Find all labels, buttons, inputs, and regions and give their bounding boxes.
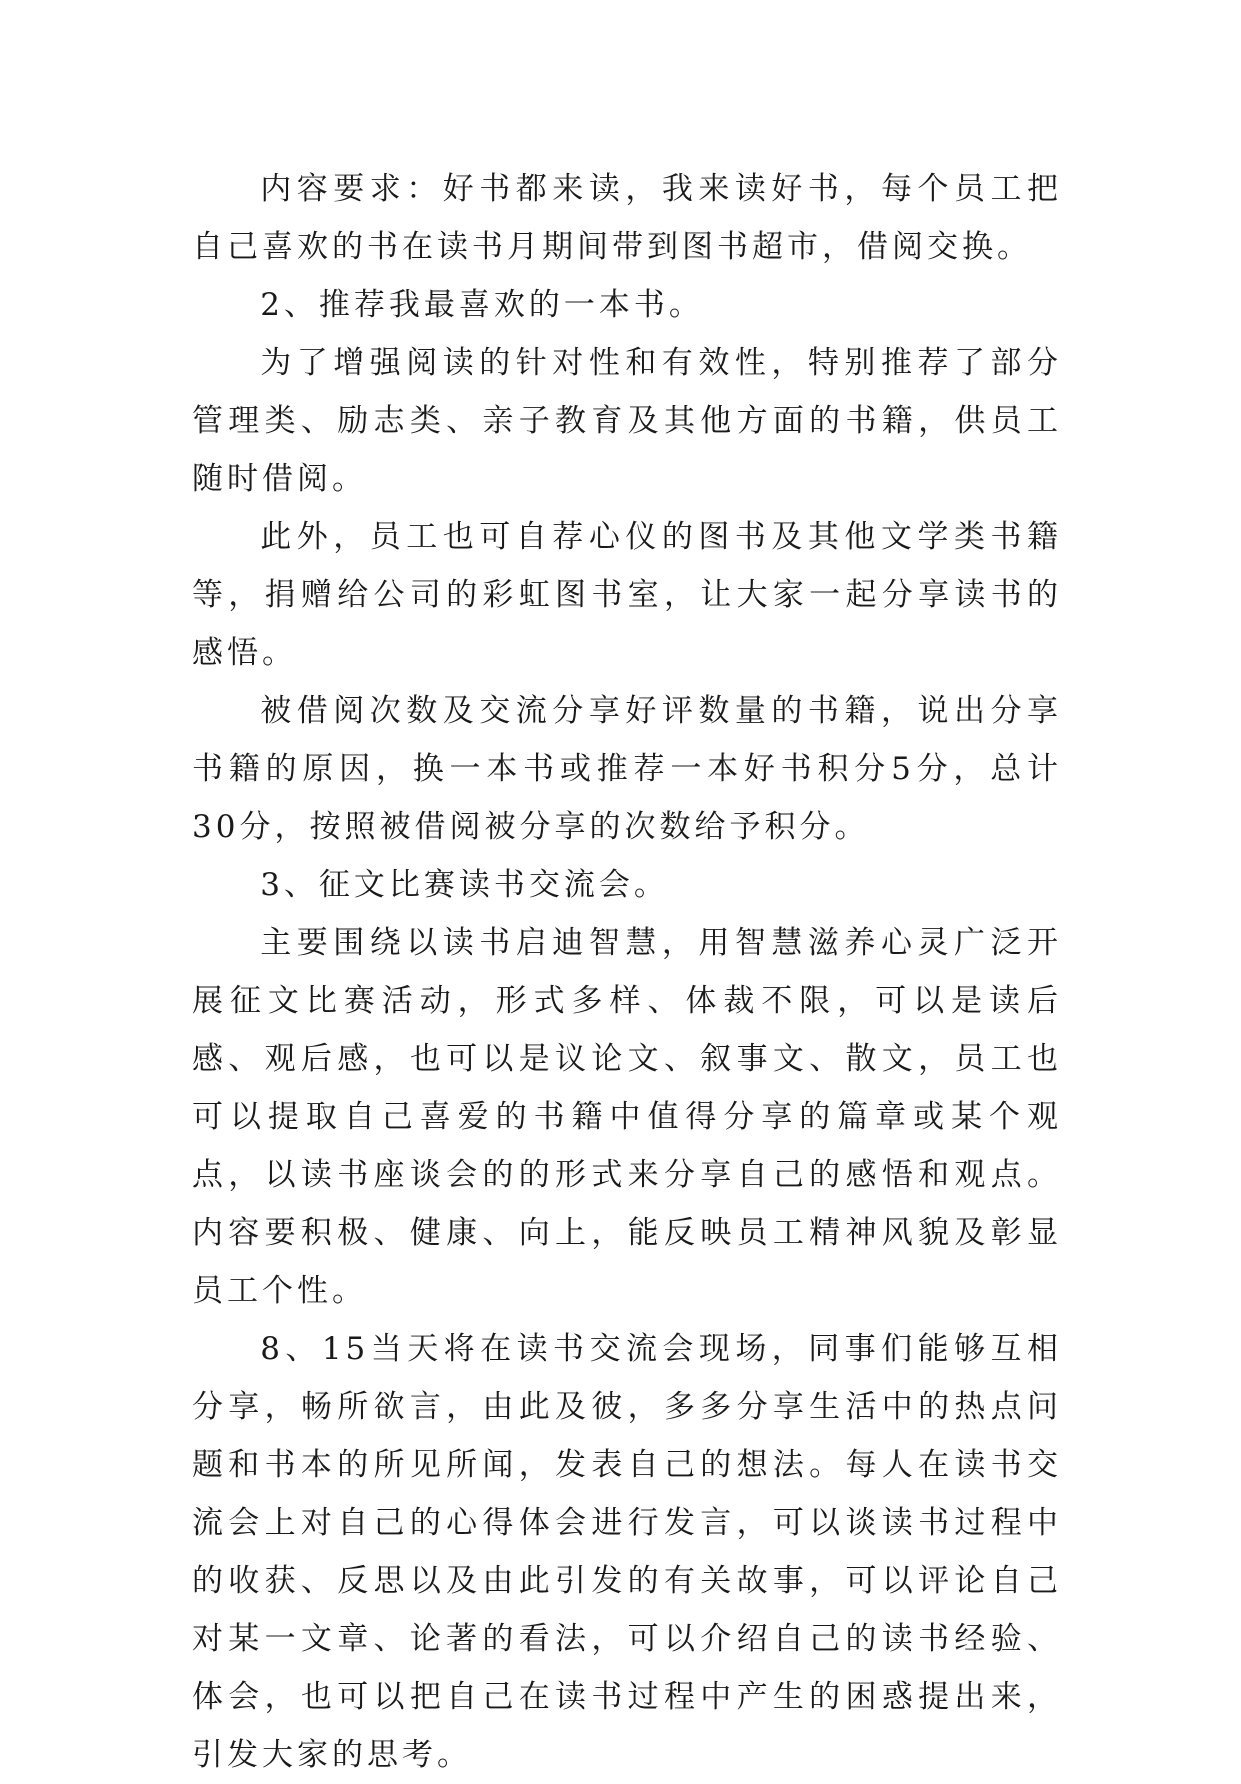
paragraph-points-rule: 被借阅次数及交流分享好评数量的书籍，说出分享书籍的原因，换一本书或推荐一本好书积分5分，总计30分，按照被借阅被分享的次数给予积分。 xyxy=(192,693,1062,845)
paragraph-essay-contest-details: 主要围绕以读书启迪智慧，用智慧滋养心灵广泛开展征文比赛活动，形式多样、体裁不限，可以是读后感、观后感，也可以是议论文、叙事文、散文，员工也可以提取自己喜爱的书籍中值得分享的篇章或某个观点，以读书座谈会的的形式来分享自己的感悟和观点。内容要积极、健康、向上，能反映员工精神风貌及彰显员工个性。 xyxy=(192,925,1062,1309)
paragraph-self-recommend: 此外，员工也可自荐心仪的图书及其他文学类书籍等，捐赠给公司的彩虹图书室，让大家一起分享读书的感悟。 xyxy=(192,519,1062,671)
document-body xyxy=(192,160,1062,1784)
paragraph-exchange-meeting: 8、15当天将在读书交流会现场，同事们能够互相分享，畅所欲言，由此及彼，多多分享生活中的热点问题和书本的所见所闻，发表自己的想法。每人在读书交流会上对自己的心得体会进行发言，可以谈读书过程中的收获、反思以及由此引发的有关故事，可以评论自己对某一文章、论著的看法，可以介绍自己的读书经验、体会，也可以把自己在读书过程中产生的困惑提出来，引发大家的思考。 xyxy=(192,1331,1062,1773)
paragraph-heading-recommend-book: 2、推荐我最喜欢的一本书。 xyxy=(260,287,704,323)
paragraph-content-requirements: 内容要求：好书都来读，我来读好书，每个员工把自己喜欢的书在读书月期间带到图书超市，借阅交换。 xyxy=(192,171,1062,265)
paragraph-heading-essay-contest: 3、征文比赛读书交流会。 xyxy=(260,867,669,903)
paragraph-recommend-purpose: 为了增强阅读的针对性和有效性，特别推荐了部分管理类、励志类、亲子教育及其他方面的书籍，供员工随时借阅。 xyxy=(192,345,1062,497)
